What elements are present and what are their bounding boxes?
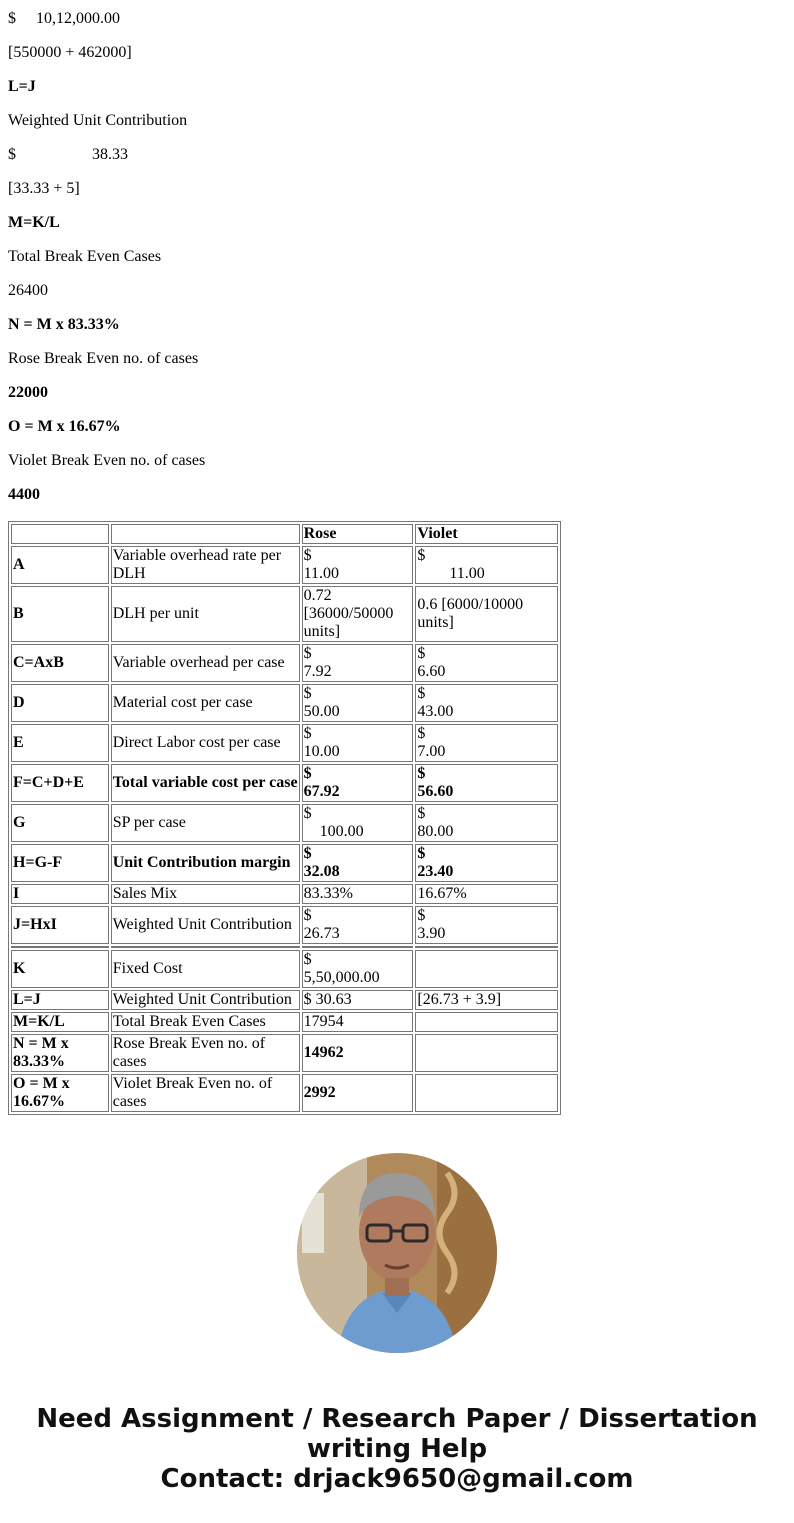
cell-text: [26.73 + 3.9]: [417, 991, 502, 1008]
row-code: N = M x 83.33%: [11, 1034, 109, 1072]
cell-text: $: [303, 547, 312, 564]
violet-value: [415, 1034, 558, 1072]
violet-value: [415, 546, 558, 584]
header-violet: Violet: [415, 524, 558, 544]
violet-value: [415, 586, 558, 642]
cell-text: 23.40: [417, 863, 454, 880]
rose-value: [302, 1012, 414, 1032]
rose-value: [302, 724, 414, 762]
cell-text: $: [417, 685, 426, 702]
table-row: [11, 884, 558, 904]
cell-text: units]: [417, 614, 454, 631]
cell-text: 2992: [303, 1084, 336, 1101]
row-code: I: [11, 884, 109, 904]
calc-line: 22000: [8, 384, 48, 401]
calc-line: $ 10,12,000.00: [8, 10, 120, 27]
cell-text: $: [417, 547, 426, 564]
rose-value: [302, 764, 414, 802]
cell-text: $: [417, 845, 426, 862]
cell-text: 7.00: [417, 743, 446, 760]
table-row: [11, 644, 558, 682]
promo-line-2: writing Help: [306, 1434, 488, 1464]
cell-text: $: [417, 907, 426, 924]
rose-value: [302, 1074, 414, 1112]
row-code: G: [11, 804, 109, 842]
break-even-table: [8, 521, 561, 1115]
violet-value: [415, 990, 558, 1010]
cell-text: 14962: [303, 1044, 344, 1061]
row-code: K: [11, 950, 109, 988]
cell-text: $: [303, 805, 312, 822]
calc-line: Violet Break Even no. of cases: [8, 452, 206, 469]
rose-value: [302, 906, 414, 944]
row-description: DLH per unit: [111, 586, 300, 642]
cell-text: 6.60: [417, 663, 446, 680]
cell-text: $: [303, 951, 312, 968]
cell-text: 11.00: [303, 565, 339, 582]
calc-line: N = M x 83.33%: [8, 316, 120, 333]
row-code: O = M x 16.67%: [11, 1074, 109, 1112]
table-row: [11, 684, 558, 722]
rose-value: [302, 884, 414, 904]
separator-cell: [415, 946, 558, 948]
row-code: C=AxB: [11, 644, 109, 682]
cell-text: $ 30.63: [303, 991, 352, 1008]
calc-line: 26400: [8, 282, 48, 299]
cell-text: 3.90: [417, 925, 446, 942]
cell-text: 56.60: [417, 783, 454, 800]
row-description: Total variable cost per case: [111, 764, 300, 802]
calc-line: O = M x 16.67%: [8, 418, 121, 435]
violet-value: [415, 1012, 558, 1032]
cell-text: 83.33%: [303, 885, 353, 902]
cell-text: 17954: [303, 1013, 344, 1030]
row-code: L=J: [11, 990, 109, 1010]
cell-text: 26.73: [303, 925, 340, 942]
row-code: J=HxI: [11, 906, 109, 944]
cell-text: [36000/50000: [303, 605, 394, 622]
row-code: M=K/L: [11, 1012, 109, 1032]
rose-value: [302, 684, 414, 722]
calc-line: $ 38.33: [8, 146, 128, 163]
calc-line: Weighted Unit Contribution: [8, 112, 188, 129]
row-code: F=C+D+E: [11, 764, 109, 802]
cell-text: $: [417, 805, 426, 822]
row-description: Violet Break Even no. of cases: [111, 1074, 300, 1112]
row-description: Unit Contribution margin: [111, 844, 300, 882]
violet-value: [415, 906, 558, 944]
promo-banner: [0, 1404, 794, 1494]
row-description: Sales Mix: [111, 884, 300, 904]
header-rose: Rose: [302, 524, 414, 544]
violet-value: [415, 804, 558, 842]
cell-text: $: [303, 907, 312, 924]
cell-text: 10.00: [303, 743, 340, 760]
row-description: SP per case: [111, 804, 300, 842]
rose-value: [302, 1034, 414, 1072]
table-row: [11, 546, 558, 584]
cell-text: $: [303, 845, 312, 862]
promo-line-1: Need Assignment / Research Paper / Dissertation: [36, 1404, 758, 1434]
rose-value: [302, 990, 414, 1010]
table-row: [11, 764, 558, 802]
cell-text: 80.00: [417, 823, 454, 840]
calc-line: L=J: [8, 78, 36, 95]
rose-value: [302, 804, 414, 842]
table-row: [11, 1034, 558, 1072]
row-description: Weighted Unit Contribution: [111, 906, 300, 944]
cell-text: units]: [303, 623, 341, 640]
violet-value: [415, 764, 558, 802]
separator-cell: [11, 946, 109, 948]
table-row: [11, 724, 558, 762]
rose-value: [302, 586, 414, 642]
calc-line: M=K/L: [8, 214, 60, 231]
table-row: [11, 990, 558, 1010]
row-code: H=G-F: [11, 844, 109, 882]
row-description: Weighted Unit Contribution: [111, 990, 300, 1010]
table-row: [11, 844, 558, 882]
violet-value: [415, 684, 558, 722]
cell-text: $: [417, 765, 426, 782]
row-code: A: [11, 546, 109, 584]
cell-text: 100.00: [303, 823, 364, 840]
row-code: E: [11, 724, 109, 762]
table-row: [11, 1074, 558, 1112]
row-code: B: [11, 586, 109, 642]
cell-text: $: [303, 685, 312, 702]
row-description: Fixed Cost: [111, 950, 300, 988]
calc-line: 4400: [8, 486, 40, 503]
calc-line: Rose Break Even no. of cases: [8, 350, 199, 367]
cell-text: 50.00: [303, 703, 340, 720]
cell-text: 16.67%: [417, 885, 467, 902]
cell-text: 7.92: [303, 663, 332, 680]
rose-value: [302, 644, 414, 682]
table-row: [11, 586, 558, 642]
cell-text: 0.6 [6000/10000: [417, 596, 524, 613]
row-description: Rose Break Even no. of cases: [111, 1034, 300, 1072]
header-blank-cell: [111, 524, 300, 544]
row-code: D: [11, 684, 109, 722]
cell-text: $: [417, 725, 426, 742]
violet-value: [415, 1074, 558, 1112]
cell-text: $: [303, 725, 312, 742]
author-avatar: [297, 1153, 497, 1353]
portrait-image: [297, 1153, 497, 1353]
calc-line: [33.33 + 5]: [8, 180, 80, 197]
cell-text: $: [303, 765, 312, 782]
cell-text: 11.00: [417, 565, 485, 582]
cell-text: 0.72: [303, 587, 332, 604]
row-description: Direct Labor cost per case: [111, 724, 300, 762]
table-row: [11, 1012, 558, 1032]
table-row: [11, 804, 558, 842]
table-separator: [11, 946, 558, 948]
cell-text: 5,50,000.00: [303, 969, 380, 986]
rose-value: [302, 950, 414, 988]
cell-text: $: [417, 645, 426, 662]
row-description: Material cost per case: [111, 684, 300, 722]
row-description: Total Break Even Cases: [111, 1012, 300, 1032]
violet-value: [415, 884, 558, 904]
calc-line: [550000 + 462000]: [8, 44, 132, 61]
table-row: [11, 906, 558, 944]
cell-text: 43.00: [417, 703, 454, 720]
violet-value: [415, 644, 558, 682]
cell-text: 32.08: [303, 863, 340, 880]
cell-text: $: [303, 645, 312, 662]
cell-text: 67.92: [303, 783, 340, 800]
rose-value: [302, 546, 414, 584]
violet-value: [415, 844, 558, 882]
row-description: Variable overhead rate per DLH: [111, 546, 300, 584]
separator-cell: [302, 946, 414, 948]
promo-line-3: Contact: drjack9650@gmail.com: [160, 1464, 634, 1494]
row-description: Variable overhead per case: [111, 644, 300, 682]
violet-value: [415, 724, 558, 762]
calc-line: Total Break Even Cases: [8, 248, 162, 265]
header-blank-cell: [11, 524, 109, 544]
separator-cell: [111, 946, 300, 948]
rose-value: [302, 844, 414, 882]
table-header-row: [11, 524, 558, 544]
violet-value: [415, 950, 558, 988]
table-row: [11, 950, 558, 988]
